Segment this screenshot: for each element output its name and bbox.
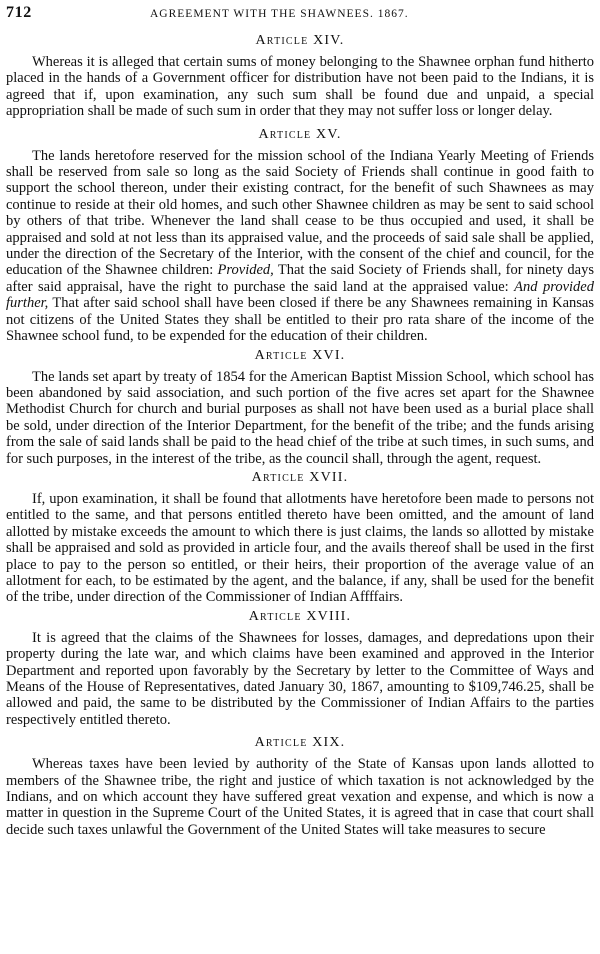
article-text: The lands set apart by treaty of 1854 for the American Baptist Mission School, which school has been abandoned by said association, and such portion of the five acres set apart for the Shawnee Methodist Church for church and burial purposes as shall not have been used as a burial place shall be sold, under direction of the Interior Department, for the benefit of the tribe; and the funds arising from the sale of said lands shall be paid to the head chief of the tribe at such times, in such sums, and for such purposes, in the interest of the tribe, as the council shall, through the agent, request. (6, 368, 594, 467)
article-text: If, upon examination, it shall be found that allotments have heretofore been made to persons not entitled to the same, and that persons entitled thereto have been omitted, and the amount of land allotted by mistake exceeds the amount to which there is just claims, the lands so allotted by mistake shall be appraised and sold as provided in article four, and the avails thereof shall be used in the first place to pay to the person so entitled, or their heirs, their proportion of the average value of an allotment for each, to be estimated by the agent, and the balance, if any, shall be used for the benefit of the tribe, under direction of the Commissioner of Indian Affffairs. (6, 490, 594, 606)
article-text-part: That after said school shall have been closed if there be any Shawnees remaining in Kansas not citizens of the United States they shall be entitled to their pro rata share of the income of the Shawnee school fund, to be expended for the education of their children. (6, 295, 594, 345)
article-text (6, 148, 594, 345)
article-text-part: That the said Society of Friends shall, for ninety days after said appraisal, have the right to purchase the said land at the appraised value: (6, 262, 594, 295)
running-title: AGREEMENT WITH THE SHAWNEES. 1867. (150, 8, 409, 20)
article-heading: Article XVIII. (248, 608, 352, 624)
article-text: Whereas it is alleged that certain sums of money belonging to the Shawnee orphan fund hitherto placed in the hands of a Government officer for distribution have not been paid to the Indians, it is agreed that if, upon examination, any such sum shall be found due and unpaid, a special appropriation shall be made of such sum in order that they may not suffer loss or longer delay. (6, 54, 594, 120)
article-heading: Article XVI. (254, 347, 346, 363)
article-text: It is agreed that the claims of the Shawnees for losses, damages, and depredations upon their property during the late war, and which claims have been examined and approved in the Interior Department and reported upon favorably by the Secretary by letter to the Committee of Ways and Means of the House of Representatives, dated January 30, 1867, amounting to $109,746.25, shall be allowed and paid, the same to be distributed by the Commissioner of Indian Affairs to the parties respectively entitled thereto. (6, 629, 594, 728)
article-heading: Article XVII. (251, 469, 349, 485)
proviso-italic: Provided, (217, 262, 274, 279)
article-heading: Article XIV. (255, 33, 345, 48)
article-heading: Article XIX. (254, 735, 346, 751)
running-head (6, 4, 594, 30)
article-heading: Article XV. (258, 126, 342, 142)
article-text: Whereas taxes have been levied by authority of the State of Kansas upon lands allotted to members of the Shawnee tribe, the right and justice of which taxation is not acknowledged by the Indians, and on which account they have suffered great vexation and expense, and which is now a matter in question in the Supreme Court of the United States, it is agreed that in case that court shall decide such taxes unlawful the Government of the United States will take measures to secure (6, 756, 594, 838)
article-text-part: The lands heretofore reserved for the mission school of the Indiana Yearly Meeting of Friends shall be reserved from sale so long as the said Society of Friends shall continue in good faith to support the school thereon, under their existing contract, for the benefit of such Shawnees as may continue to reside at their old homes, and such other Shawnee children as may be sent to said school by others of that tribe. Whenever the land shall cease to be thus occupied and used, it shall be appraised and sold at not less than its appraised value, and the proceeds of said sale shall be applied, under the direction of the Secretary of the Interior, with the consent of the chief and council, for the education of the Shawnee children: (6, 147, 594, 279)
proviso-italic: And provided further, (6, 278, 594, 312)
page-number: 712 (6, 4, 32, 21)
